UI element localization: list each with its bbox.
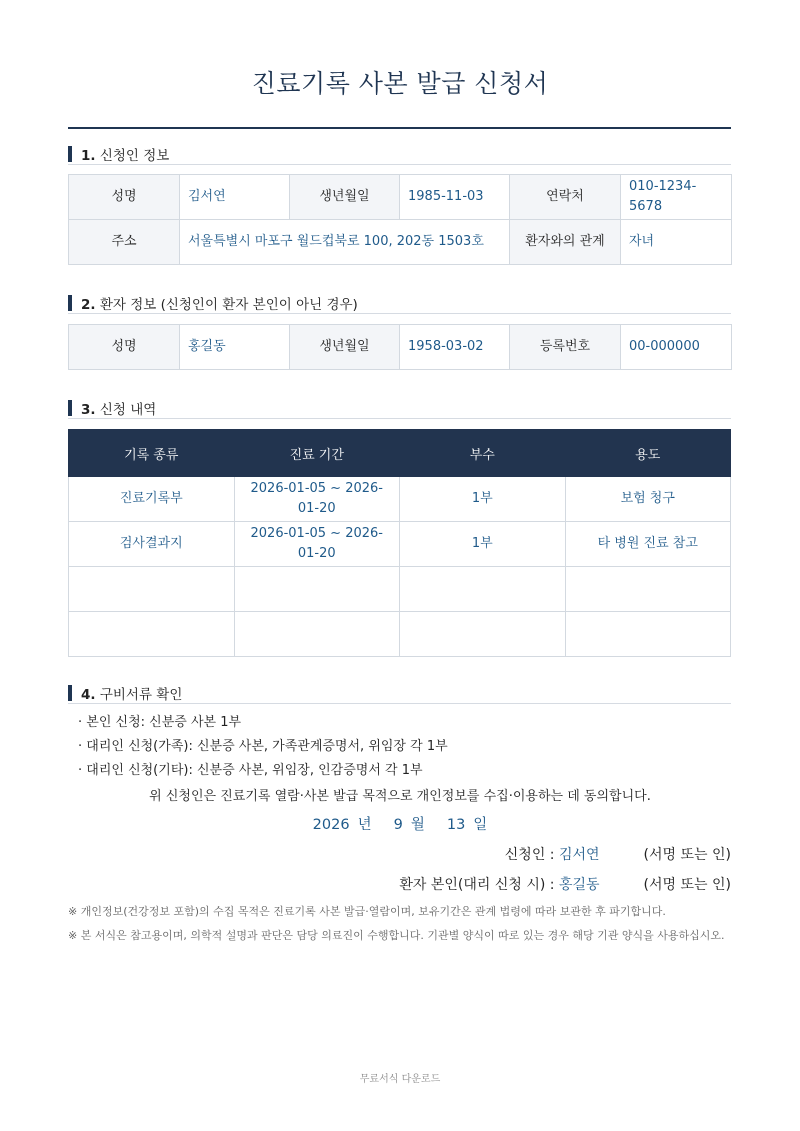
period-cell[interactable] [234,612,400,657]
table-row [69,522,731,567]
section-marker [68,295,72,311]
purpose-cell[interactable]: 타 병원 진료 참고 [565,522,731,567]
patient-signature-line: 환자 본인(대리 신청 시) : 홍길동 (서명 또는 인) [399,877,731,893]
applicant-phone-field[interactable]: 010-1234-5678 [621,175,732,220]
purpose-cell[interactable] [565,612,731,657]
applicant-relation-label: 환자와의 관계 [510,220,621,265]
period-cell[interactable] [234,567,400,612]
applicant-phone-label: 연락처 [510,175,621,220]
copies-cell[interactable]: 1부 [400,522,566,567]
period-cell[interactable]: 2026-01-05 ~ 2026-01-20 [234,522,400,567]
date-year[interactable]: 2026 [312,817,350,833]
period-cell[interactable]: 2026-01-05 ~ 2026-01-20 [234,477,400,522]
privacy-note: ※ 개인정보(건강정보 포함)의 수집 목적은 진료기록 사본 발급·열람이며, 보유기간은 관계 법령에 따라 보관한 후 파기합니다. [68,905,666,918]
applicant-table [68,174,732,265]
section-patient-heading: 2. 환자 정보 (신청인이 환자 본인이 아닌 경우) [68,293,731,314]
request-table [68,429,731,657]
copies-cell[interactable] [400,612,566,657]
patient-reg-field[interactable]: 00-000000 [621,325,732,370]
date-month[interactable]: 9 [393,817,403,833]
patient-signature-slot[interactable]: (서명 또는 인) [643,877,731,893]
section-marker [68,400,72,416]
applicant-signature-line: 신청인 : 김서연 (서명 또는 인) [504,847,731,863]
date-day[interactable]: 13 [446,817,466,833]
col-header-record-type: 기록 종류 [69,430,235,477]
footer-text: 무료서식 다운로드 [359,1074,441,1085]
disclaimer-note: ※ 본 서식은 참고용이며, 의학적 설명과 판단은 담당 의료진이 수행합니다. 기관별 양식이 따로 있는 경우 해당 기관 양식을 사용하십시오. [68,929,725,942]
patient-signature-name[interactable]: 홍길동 [558,877,600,893]
table-row [69,477,731,522]
col-header-purpose: 용도 [565,430,731,477]
patient-reg-label: 등록번호 [510,325,621,370]
purpose-cell[interactable]: 보험 청구 [565,477,731,522]
applicant-birth-label: 생년월일 [290,175,400,220]
document-title: 진료기록 사본 발급 신청서 [251,69,549,98]
applicant-birth-field[interactable]: 1985-11-03 [400,175,510,220]
patient-birth-field[interactable]: 1958-03-02 [400,325,510,370]
patient-table [68,324,732,370]
applicant-signature-slot[interactable]: (서명 또는 인) [643,847,731,863]
record-type-cell[interactable]: 검사결과지 [69,522,235,567]
section-marker [68,685,72,701]
applicant-name-label: 성명 [69,175,180,220]
list-item: · 본인 신청: 신분증 사본 1부 [78,715,242,730]
col-header-period: 진료 기간 [234,430,400,477]
applicant-address-label: 주소 [69,220,180,265]
section-applicant-heading: 1. 신청인 정보 [68,144,731,165]
section-documents-heading: 4. 구비서류 확인 [68,683,731,704]
applicant-signature-name[interactable]: 김서연 [558,847,600,863]
patient-birth-label: 생년월일 [290,325,400,370]
copies-cell[interactable]: 1부 [400,477,566,522]
title-divider [68,127,731,129]
section-marker [68,146,72,162]
table-row [69,612,731,657]
applicant-address-field[interactable]: 서울특별시 마포구 월드컵북로 100, 202동 1503호 [180,220,510,265]
section-request-heading: 3. 신청 내역 [68,398,731,419]
list-item: · 대리인 신청(기타): 신분증 사본, 위임장, 인감증명서 각 1부 [78,763,423,778]
record-type-cell[interactable]: 진료기록부 [69,477,235,522]
patient-name-label: 성명 [69,325,180,370]
purpose-cell[interactable] [565,567,731,612]
copies-cell[interactable] [400,567,566,612]
patient-name-field[interactable]: 홍길동 [180,325,290,370]
consent-statement: 위 신청인은 진료기록 열람·사본 발급 목적으로 개인정보를 수집·이용하는 데 동의합니다. [149,789,651,804]
application-date: 2026 년 9 월 13 일 [312,817,488,833]
applicant-name-field[interactable]: 김서연 [180,175,290,220]
applicant-relation-field[interactable]: 자녀 [621,220,732,265]
list-item: · 대리인 신청(가족): 신분증 사본, 가족관계증명서, 위임장 각 1부 [78,739,448,754]
required-documents-list [78,711,448,783]
record-type-cell[interactable] [69,612,235,657]
record-type-cell[interactable] [69,567,235,612]
table-row [69,567,731,612]
col-header-copies: 부수 [400,430,566,477]
